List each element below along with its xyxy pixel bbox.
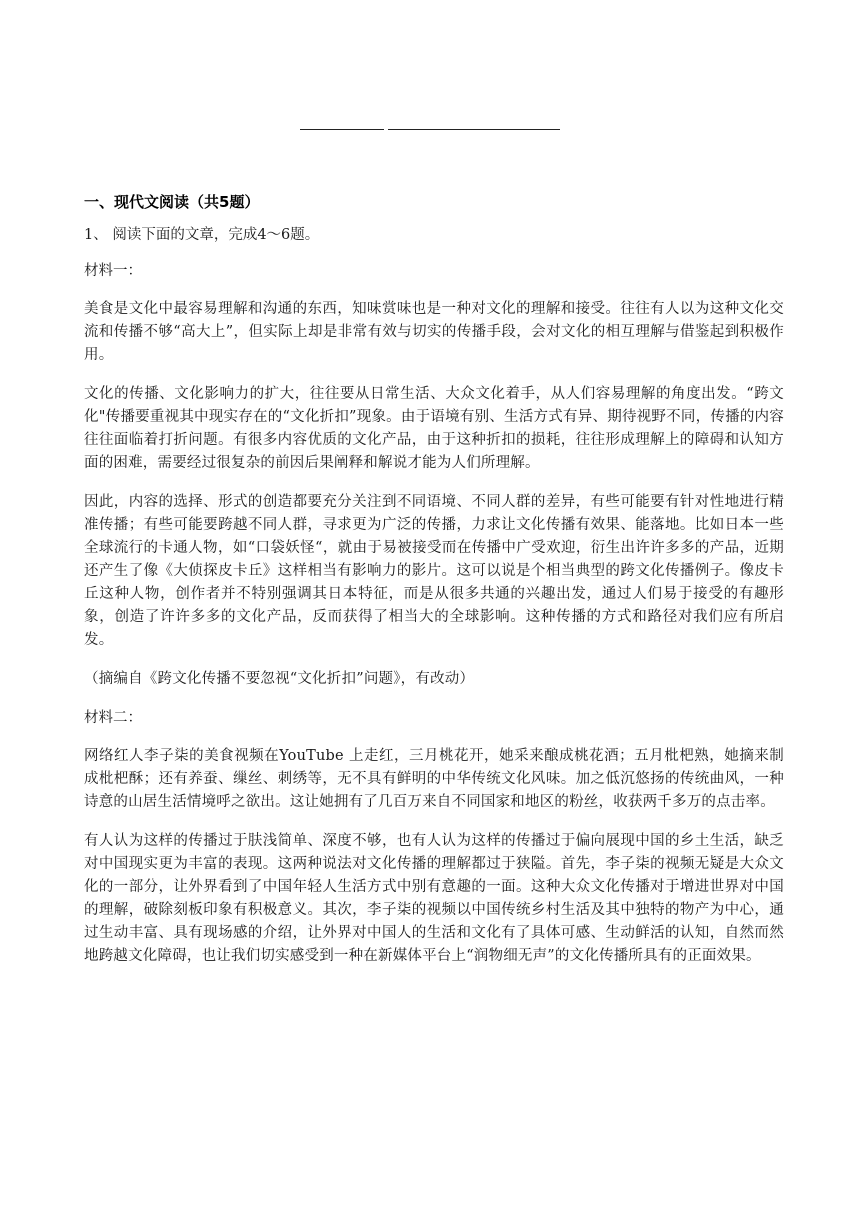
document-content (84, 190, 784, 984)
material1-paragraph: 文化的传播、文化影响力的扩大，往往要从日常生活、大众文化着手，从人们容易理解的角度出发。“跨文化"传播要重视其中现实存在的“文化折扣”现象。由于语境有别、生活方式有异、期待视野不同，传播的内容往往面临着打折问题。有很多内容优质的文化产品，由于这种折扣的损耗，往往形成理解上的障碍和认知方面的困难，需要经过很复杂的前因后果阐释和解说才能为人们所理解。 (84, 386, 784, 471)
material2-label: 材料二： (84, 710, 142, 726)
material2-paragraph: 网络红人李子柒的美食视频在YouTube 上走红，三月桃花开，她采来酿成桃花酒；五月枇杷熟，她摘来制成枇杷酥；还有养蚕、缫丝、刺绣等，无不具有鲜明的中华传统文化风味。加之低沉悠扬的传统曲风，一种诗意的山居生活情境呼之欲出。这让她拥有了几百万来自不同国家和地区的粉丝，收获两千多万的点击率。 (84, 748, 784, 810)
class-blank-line (388, 129, 560, 130)
material1-paragraph: 美食是文化中最容易理解和沟通的东西，知味赏味也是一种对文化的理解和接受。往往有人以为这种文化交流和传播不够“高大上”，但实际上却是非常有效与切实的传播手段，会对文化的相互理解与借鉴起到积极作用。 (84, 301, 784, 363)
material1-paragraph: 因此，内容的选择、形式的创造都要充分关注到不同语境、不同人群的差异，有些可能要有针对性地进行精准传播；有些可能要跨越不同人群，寻求更为广泛的传播，力求让文化传播有效果、能落地。比如日本一些全球流行的卡通人物，如“口袋妖怪“，就由于易被接受而在传播中广受欢迎，衍生出许许多多的产品，近期还产生了像《大侦探皮卡丘》这样相当有影响力的影片。这可以说是个相当典型的跨文化传播例子。像皮卡丘这种人物，创作者并不特别强调其日本特征，而是从很多共通的兴趣出发，通过人们易于接受的有趣形象，创造了许许多多的文化产品，反而获得了相当大的全球影响。这种传播的方式和路径对我们应有所启发。 (84, 494, 784, 648)
material2-paragraph: 有人认为这样的传播过于肤浅简单、深度不够，也有人认为这样的传播过于偏向展现中国的乡土生活，缺乏对中国现实更为丰富的表现。这两种说法对文化传播的理解都过于狭隘。首先，李子柒的视频无疑是大众文化的一部分，让外界看到了中国年轻人生活方式中别有意趣的一面。这种大众文化传播对于增进世界对中国的理解，破除刻板印象有积极意义。其次，李子柒的视频以中国传统乡村生活及其中独特的物产为中心，通过生动丰富、具有现场感的介绍，让外界对中国人的生活和文化有了具体可感、生动鲜活的认知，自然而然地跨越文化障碍，也让我们切实感受到一种在新媒体平台上“润物细无声”的文化传播所具有的正面效果。 (84, 833, 784, 964)
material1-source: （摘编自《跨文化传播不要忽视“文化折扣”问题》，有改动） (84, 671, 475, 687)
section-title: 一、现代文阅读（共5题） (84, 193, 260, 211)
name-blank-line (300, 129, 384, 130)
material1-label: 材料一： (84, 263, 142, 279)
question-prompt: 1、 阅读下面的文章，完成4～6题。 (84, 227, 320, 243)
